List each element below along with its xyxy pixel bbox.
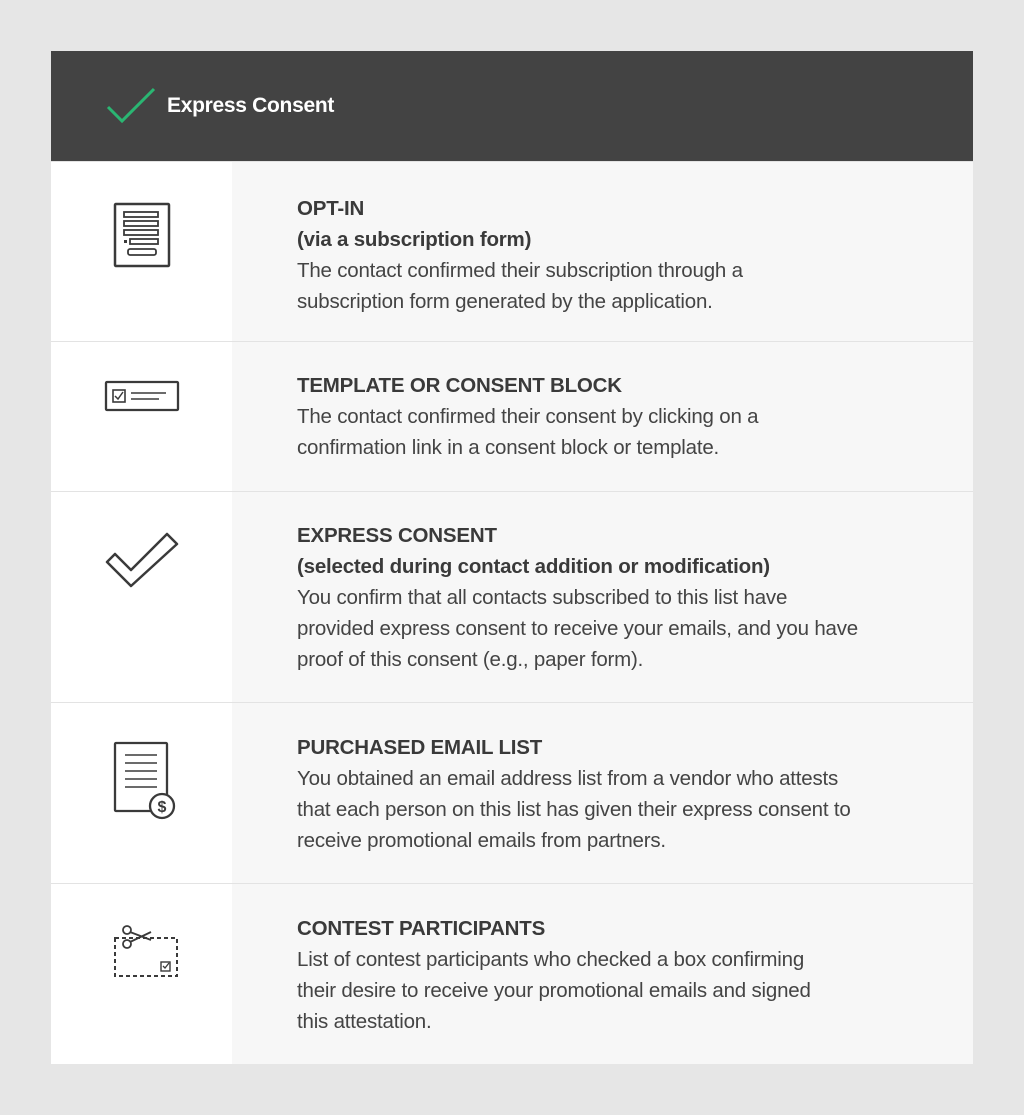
item-description-line: proof of this consent (e.g., paper form).	[297, 648, 644, 671]
form-document-icon	[113, 202, 171, 268]
item-description-line: subscription form generated by the application.	[297, 290, 713, 313]
checkmark-icon	[103, 530, 181, 590]
item-heading: TEMPLATE OR CONSENT BLOCK	[297, 374, 622, 397]
item-description-line: provided express consent to receive your emails, and you have	[297, 617, 858, 640]
item-description-line: The contact confirmed their subscription through a	[297, 259, 743, 282]
item-description-line: receive promotional emails from partners.	[297, 829, 666, 852]
item-subheading: (selected during contact addition or modification)	[297, 555, 770, 578]
item-description-line: You obtained an email address list from a vendor who attests	[297, 767, 839, 790]
item-heading: EXPRESS CONSENT	[297, 524, 497, 547]
header-title: Express Consent	[167, 94, 335, 117]
item-description-line: The contact confirmed their consent by clicking on a	[297, 405, 759, 428]
item-description-line: this attestation.	[297, 1010, 432, 1033]
consent-item-contest	[51, 883, 973, 1064]
consent-item-opt-in	[51, 161, 973, 341]
item-description-line: You confirm that all contacts subscribed to this list have	[297, 586, 788, 609]
consent-item-template	[51, 341, 973, 491]
check-icon	[105, 85, 157, 127]
item-heading: OPT-IN	[297, 197, 365, 220]
purchased-list-icon	[113, 741, 179, 823]
item-heading: CONTEST PARTICIPANTS	[297, 917, 546, 940]
consent-card	[51, 51, 973, 1064]
item-description-line: that each person on this list has given their express consent to	[297, 798, 851, 821]
item-description-line: confirmation link in a consent block or template.	[297, 436, 720, 459]
svg-text:$: $	[157, 799, 167, 816]
item-description-line: List of contest participants who checked a box confirming	[297, 948, 805, 971]
item-subheading: (via a subscription form)	[297, 228, 532, 251]
item-description-line: their desire to receive your promotional emails and signed	[297, 979, 811, 1002]
consent-item-express	[51, 491, 973, 702]
consent-block-icon	[104, 380, 180, 414]
item-heading: PURCHASED EMAIL LIST	[297, 736, 543, 759]
consent-item-purchased	[51, 702, 973, 883]
contest-coupon-icon	[111, 922, 181, 980]
card-header	[51, 51, 973, 161]
